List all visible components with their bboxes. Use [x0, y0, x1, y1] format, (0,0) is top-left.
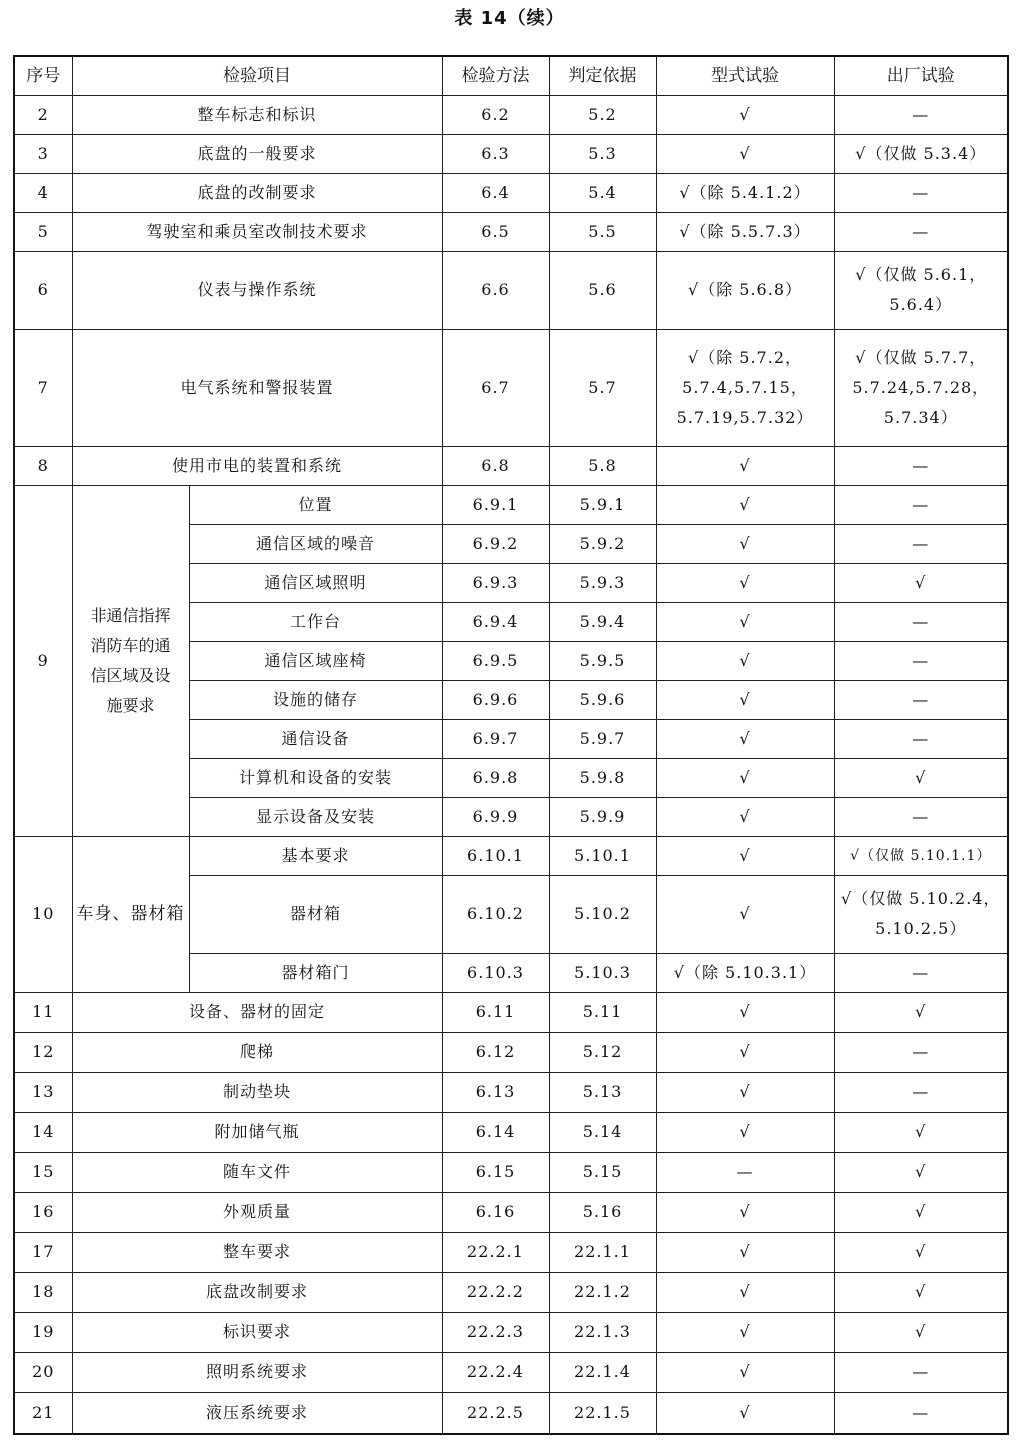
row-factory-test: √ [834, 992, 1008, 1032]
row-method: 6.10.3 [442, 953, 549, 992]
row-basis: 5.9.6 [549, 680, 656, 719]
row-type-test: √ [656, 134, 834, 173]
row-item: 液压系统要求 [72, 1392, 442, 1434]
row-type-test: √ [656, 758, 834, 797]
row-basis: 22.1.2 [549, 1272, 656, 1312]
row-item: 器材箱门 [189, 953, 442, 992]
row-basis: 5.11 [549, 992, 656, 1032]
row-item: 底盘改制要求 [72, 1272, 442, 1312]
row-type-test: √ [656, 1392, 834, 1434]
row-type-test: √ [656, 1072, 834, 1112]
type-line: √（除 5.7.2， [688, 347, 802, 367]
group-label [72, 485, 189, 836]
table-row [14, 485, 1008, 524]
table-row [14, 134, 1008, 173]
row-type-test: √ [656, 602, 834, 641]
row-basis: 5.9.3 [549, 563, 656, 602]
row-type-test: √ [656, 95, 834, 134]
header-row [14, 56, 1008, 95]
row-no: 16 [14, 1192, 72, 1232]
row-factory-test: √（仅做 5.10.1.1） [834, 836, 1008, 875]
factory-line: √（仅做 5.6.1， [855, 265, 987, 284]
row-basis: 5.4 [549, 173, 656, 212]
row-type-test: √ [656, 836, 834, 875]
table-row [14, 95, 1008, 134]
factory-line: 5.7.34） [883, 407, 958, 427]
row-type-test: √ [656, 446, 834, 485]
row-item: 照明系统要求 [72, 1352, 442, 1392]
row-basis: 5.6 [549, 251, 656, 329]
row-factory-test: — [834, 524, 1008, 563]
group-label: 车身、器材箱 [72, 836, 189, 992]
row-type-test: √（除 5.10.3.1） [656, 953, 834, 992]
row-item: 整车要求 [72, 1232, 442, 1272]
row-basis: 5.9.7 [549, 719, 656, 758]
row-method: 6.8 [442, 446, 549, 485]
row-basis: 5.9.2 [549, 524, 656, 563]
row-item: 通信区域座椅 [189, 641, 442, 680]
row-basis: 5.9.8 [549, 758, 656, 797]
type-line: 5.7.19,5.7.32） [676, 407, 814, 427]
row-factory-test: — [834, 1352, 1008, 1392]
table-row [14, 1392, 1008, 1434]
row-method: 6.14 [442, 1112, 549, 1152]
row-item: 设施的储存 [189, 680, 442, 719]
header-no: 序号 [14, 56, 72, 95]
row-factory-test: — [834, 641, 1008, 680]
type-line: 5.7.4,5.7.15， [682, 377, 808, 397]
row-no: 7 [14, 329, 72, 446]
row-method: 6.5 [442, 212, 549, 251]
row-no: 8 [14, 446, 72, 485]
table-row [14, 212, 1008, 251]
row-basis: 5.8 [549, 446, 656, 485]
row-type-test: √ [656, 1232, 834, 1272]
row-no: 20 [14, 1352, 72, 1392]
row-item: 标识要求 [72, 1312, 442, 1352]
factory-line: 5.10.2.5） [875, 919, 967, 938]
row-type-test: — [656, 1152, 834, 1192]
row-factory-test: — [834, 1032, 1008, 1072]
row-factory-test: — [834, 485, 1008, 524]
row-basis: 5.13 [549, 1072, 656, 1112]
row-type-test: √（除 5.5.7.3） [656, 212, 834, 251]
row-item: 底盘的一般要求 [72, 134, 442, 173]
row-method: 6.4 [442, 173, 549, 212]
row-type-test: √ [656, 524, 834, 563]
row-no: 11 [14, 992, 72, 1032]
row-basis: 22.1.5 [549, 1392, 656, 1434]
row-no: 9 [14, 485, 72, 836]
table-row [14, 173, 1008, 212]
row-factory-test: √ [834, 1192, 1008, 1232]
row-basis: 5.9.9 [549, 797, 656, 836]
row-no: 3 [14, 134, 72, 173]
row-type-test: √ [656, 1272, 834, 1312]
row-factory-test [834, 251, 1008, 329]
row-method: 6.9.4 [442, 602, 549, 641]
row-basis: 5.2 [549, 95, 656, 134]
row-item: 电气系统和警报装置 [72, 329, 442, 446]
row-item: 显示设备及安装 [189, 797, 442, 836]
row-item: 仪表与操作系统 [72, 251, 442, 329]
row-no: 6 [14, 251, 72, 329]
table-row [14, 1072, 1008, 1112]
row-factory-test: √ [834, 1232, 1008, 1272]
row-factory-test: — [834, 953, 1008, 992]
table-row [14, 992, 1008, 1032]
row-item: 计算机和设备的安装 [189, 758, 442, 797]
row-item: 通信区域的噪音 [189, 524, 442, 563]
table-row [14, 1152, 1008, 1192]
row-factory-test: √ [834, 563, 1008, 602]
row-basis: 5.12 [549, 1032, 656, 1072]
row-type-test: √ [656, 1312, 834, 1352]
row-no: 5 [14, 212, 72, 251]
inspection-table [13, 55, 1009, 1435]
row-basis: 5.15 [549, 1152, 656, 1192]
row-factory-test: — [834, 446, 1008, 485]
row-item: 设备、器材的固定 [72, 992, 442, 1032]
table-title: 表 14（续） [454, 8, 565, 29]
row-item: 爬梯 [72, 1032, 442, 1072]
row-factory-test: — [834, 1392, 1008, 1434]
factory-line: 5.7.24,5.7.28， [852, 377, 990, 397]
row-basis: 5.10.3 [549, 953, 656, 992]
row-item: 工作台 [189, 602, 442, 641]
row-item: 使用市电的装置和系统 [72, 446, 442, 485]
row-item: 基本要求 [189, 836, 442, 875]
row-factory-test: — [834, 95, 1008, 134]
row-basis: 5.14 [549, 1112, 656, 1152]
row-type-test: √ [656, 563, 834, 602]
row-type-test: √ [656, 680, 834, 719]
row-method: 6.9.6 [442, 680, 549, 719]
table-row [14, 1232, 1008, 1272]
row-item: 随车文件 [72, 1152, 442, 1192]
row-method: 22.2.4 [442, 1352, 549, 1392]
row-no: 17 [14, 1232, 72, 1272]
table-row [14, 251, 1008, 329]
row-factory-test: — [834, 680, 1008, 719]
table-row [14, 1032, 1008, 1072]
row-item: 附加储气瓶 [72, 1112, 442, 1152]
row-item: 驾驶室和乘员室改制技术要求 [72, 212, 442, 251]
row-factory-test: √（仅做 5.3.4） [834, 134, 1008, 173]
row-no: 12 [14, 1032, 72, 1072]
row-method: 6.10.1 [442, 836, 549, 875]
row-basis: 5.16 [549, 1192, 656, 1232]
group-label-line: 非通信指挥 [90, 605, 171, 625]
row-factory-test: — [834, 797, 1008, 836]
row-type-test: √ [656, 641, 834, 680]
row-factory-test: √ [834, 1272, 1008, 1312]
row-no: 21 [14, 1392, 72, 1434]
row-item: 器材箱 [189, 875, 442, 953]
row-method: 6.3 [442, 134, 549, 173]
row-method: 6.16 [442, 1192, 549, 1232]
row-type-test: √ [656, 875, 834, 953]
header-item: 检验项目 [72, 56, 442, 95]
row-basis: 5.10.1 [549, 836, 656, 875]
row-factory-test: — [834, 719, 1008, 758]
row-factory-test: √ [834, 1312, 1008, 1352]
row-factory-test: √ [834, 1152, 1008, 1192]
row-basis: 5.3 [549, 134, 656, 173]
row-type-test: √ [656, 1192, 834, 1232]
row-method: 22.2.2 [442, 1272, 549, 1312]
row-type-test: √ [656, 797, 834, 836]
row-method: 6.13 [442, 1072, 549, 1112]
row-method: 22.2.5 [442, 1392, 549, 1434]
row-factory-test [834, 329, 1008, 446]
row-factory-test: — [834, 212, 1008, 251]
row-type-test [656, 329, 834, 446]
row-type-test: √ [656, 1352, 834, 1392]
row-method: 6.9.1 [442, 485, 549, 524]
table-row [14, 1272, 1008, 1312]
table-row [14, 329, 1008, 446]
row-item: 底盘的改制要求 [72, 173, 442, 212]
row-type-test: √（除 5.6.8） [656, 251, 834, 329]
row-no: 18 [14, 1272, 72, 1312]
header-type-test: 型式试验 [656, 56, 834, 95]
row-type-test: √ [656, 1112, 834, 1152]
factory-line: √（仅做 5.10.2.4， [841, 889, 1001, 908]
row-method: 6.15 [442, 1152, 549, 1192]
row-no: 2 [14, 95, 72, 134]
row-method: 6.9.2 [442, 524, 549, 563]
row-basis: 5.10.2 [549, 875, 656, 953]
row-method: 6.9.8 [442, 758, 549, 797]
table-row [14, 836, 1008, 875]
row-item: 位置 [189, 485, 442, 524]
row-basis: 22.1.4 [549, 1352, 656, 1392]
row-method: 6.7 [442, 329, 549, 446]
row-method: 6.9.3 [442, 563, 549, 602]
row-method: 6.9.9 [442, 797, 549, 836]
row-method: 6.6 [442, 251, 549, 329]
row-item: 制动垫块 [72, 1072, 442, 1112]
row-method: 22.2.3 [442, 1312, 549, 1352]
factory-line: 5.6.4） [889, 295, 953, 314]
header-basis: 判定依据 [549, 56, 656, 95]
row-no: 4 [14, 173, 72, 212]
row-basis: 22.1.1 [549, 1232, 656, 1272]
row-method: 6.9.7 [442, 719, 549, 758]
factory-line: √（仅做 5.7.7， [855, 347, 987, 367]
row-method: 6.2 [442, 95, 549, 134]
row-factory-test: — [834, 602, 1008, 641]
row-method: 6.11 [442, 992, 549, 1032]
row-method: 6.10.2 [442, 875, 549, 953]
row-method: 6.9.5 [442, 641, 549, 680]
table-row [14, 1352, 1008, 1392]
row-type-test: √ [656, 1032, 834, 1072]
row-no: 15 [14, 1152, 72, 1192]
group-label-line: 信区域及设 [90, 665, 171, 685]
row-basis: 5.9.5 [549, 641, 656, 680]
row-item: 外观质量 [72, 1192, 442, 1232]
row-method: 22.2.1 [442, 1232, 549, 1272]
group-label-line: 施要求 [106, 695, 155, 715]
row-item: 通信区域照明 [189, 563, 442, 602]
row-basis: 5.7 [549, 329, 656, 446]
row-no: 19 [14, 1312, 72, 1352]
row-type-test: √ [656, 485, 834, 524]
table-row [14, 446, 1008, 485]
row-method: 6.12 [442, 1032, 549, 1072]
row-no: 10 [14, 836, 72, 992]
row-item: 整车标志和标识 [72, 95, 442, 134]
row-type-test: √ [656, 992, 834, 1032]
row-factory-test: — [834, 1072, 1008, 1112]
row-factory-test: √ [834, 758, 1008, 797]
header-factory-test: 出厂试验 [834, 56, 1008, 95]
row-factory-test [834, 875, 1008, 953]
table-row [14, 1112, 1008, 1152]
row-factory-test: — [834, 173, 1008, 212]
row-basis: 22.1.3 [549, 1312, 656, 1352]
row-item: 通信设备 [189, 719, 442, 758]
row-no: 13 [14, 1072, 72, 1112]
row-basis: 5.5 [549, 212, 656, 251]
row-factory-test: √ [834, 1112, 1008, 1152]
row-basis: 5.9.1 [549, 485, 656, 524]
row-type-test: √ [656, 719, 834, 758]
header-method: 检验方法 [442, 56, 549, 95]
table-row [14, 1312, 1008, 1352]
group-label-line: 消防车的通 [90, 635, 171, 655]
row-basis: 5.9.4 [549, 602, 656, 641]
row-no: 14 [14, 1112, 72, 1152]
table-row [14, 1192, 1008, 1232]
row-type-test: √（除 5.4.1.2） [656, 173, 834, 212]
